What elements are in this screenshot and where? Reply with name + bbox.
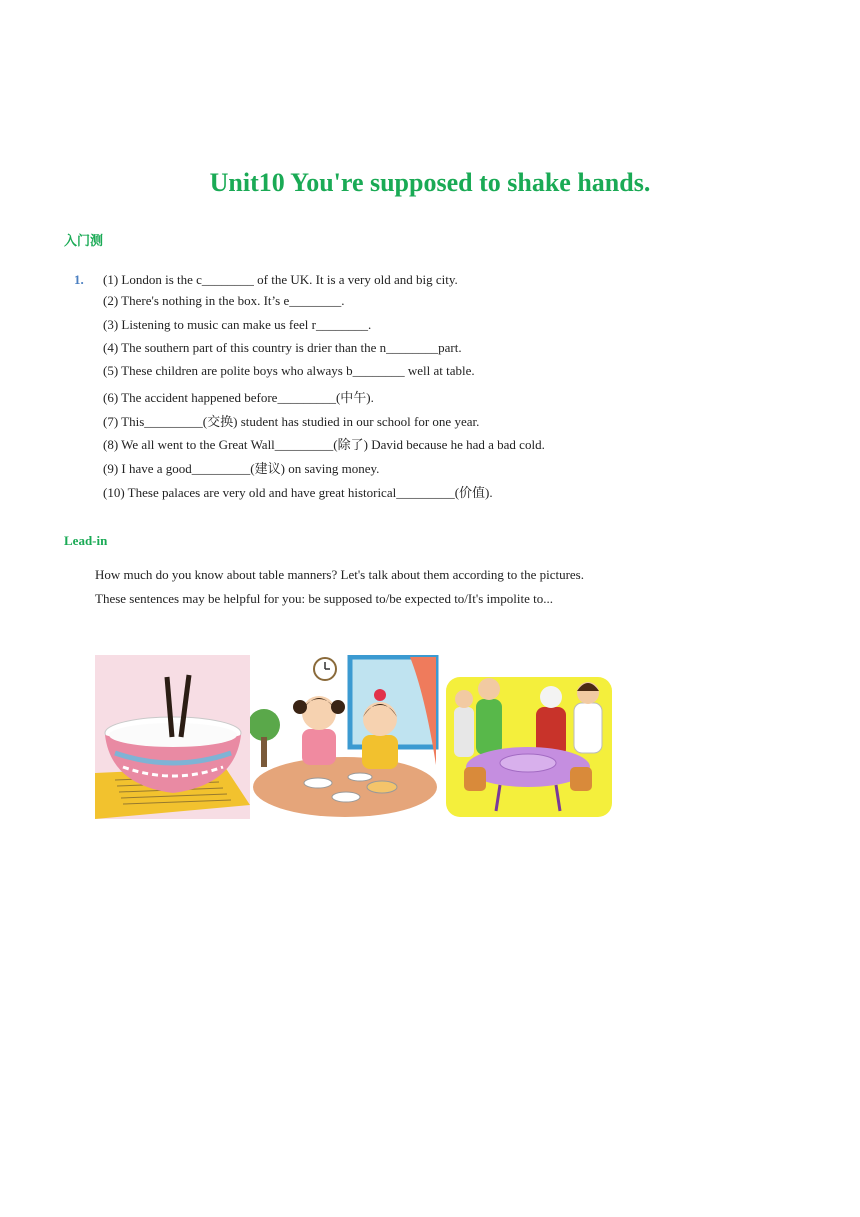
leadin-paragraph-1: How much do you know about table manners? Let's talk about them according to the pictures. (95, 567, 584, 582)
question-line-2: (2) There's nothing in the box. It’s e________. (103, 293, 345, 308)
family-dining-picture (440, 655, 618, 819)
question-line-6: (6) The accident happened before_________(中午). (103, 390, 374, 405)
rice-bowl-chopsticks-picture (95, 655, 250, 819)
question-line-10: (10) These palaces are very old and have great historical_________(价值). (103, 485, 493, 500)
leadin-paragraph-2: These sentences may be helpful for you: be supposed to/be expected to/It's impolite to... (95, 591, 553, 606)
question-line-8: (8) We all went to the Great Wall_________(除了) David because he had a bad cold. (103, 437, 545, 452)
question-line-4: (4) The southern part of this country is drier than the n________part. (103, 340, 462, 355)
question-line-9: (9) I have a good_________(建议) on saving money. (103, 461, 380, 476)
section-heading-warmup: 入门测 (64, 233, 104, 248)
children-dining-picture (250, 655, 440, 819)
question-line-3: (3) Listening to music can make us feel r________. (103, 317, 372, 332)
question-line-7: (7) This_________(交换) student has studied in our school for one year. (103, 414, 480, 429)
page-title: Unit10 You're supposed to shake hands. (209, 168, 651, 197)
section-heading-leadin: Lead-in (64, 533, 108, 548)
question-number: 1. (74, 272, 84, 287)
question-line-1: (1) London is the c________ of the UK. It is a very old and big city. (103, 272, 458, 287)
question-line-5: (5) These children are polite boys who always b________ well at table. (103, 363, 475, 378)
